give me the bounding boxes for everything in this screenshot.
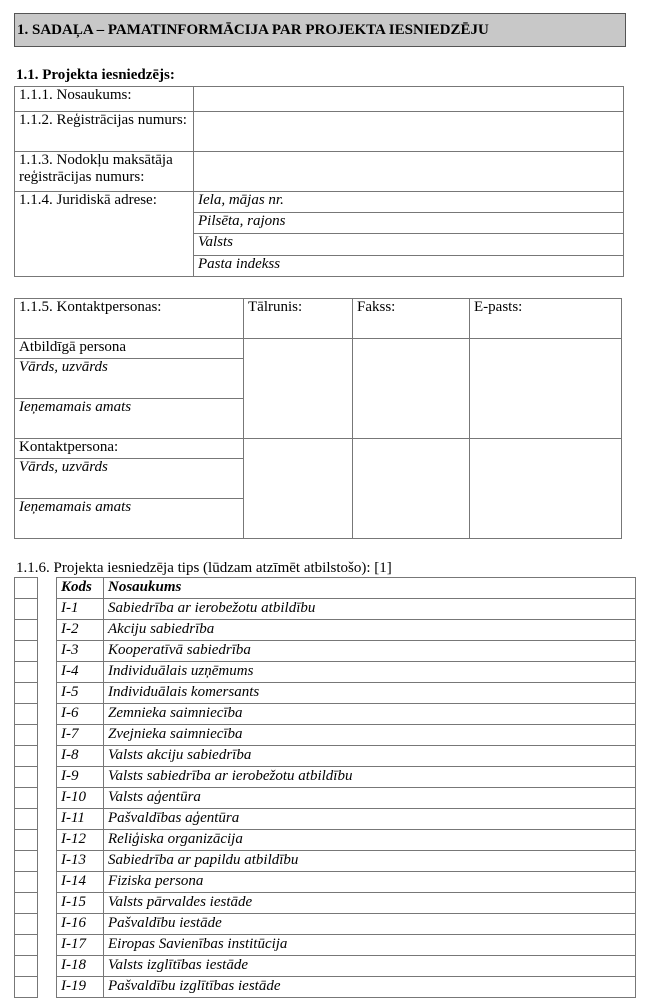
gap-cell [38,578,57,599]
type-name: Valsts pārvaldes iestāde [104,893,636,914]
fax-header: Fakss: [353,299,470,339]
gap-cell [38,830,57,851]
type-name: Pašvaldības aģentūra [104,809,636,830]
address-label: 1.1.4. Juridiskā adrese: [15,192,194,277]
type-checkbox[interactable] [15,725,38,746]
address-street-field[interactable]: Iela, mājas nr. [194,192,624,213]
type-code: I-4 [57,662,104,683]
type-checkbox[interactable] [15,935,38,956]
address-country-field[interactable]: Valsts [194,234,624,256]
type-name: Individuālais komersants [104,683,636,704]
type-checkbox[interactable] [15,641,38,662]
gap-cell [38,809,57,830]
responsible-name-field[interactable]: Vārds, uzvārds [15,359,244,399]
type-checkbox[interactable] [15,704,38,725]
email-header: E-pasts: [470,299,622,339]
contact-person-label: Kontaktpersona: [15,439,244,459]
type-row [15,851,636,872]
type-checkbox[interactable] [15,830,38,851]
gap-cell [38,767,57,788]
type-row [15,935,636,956]
gap-cell [38,872,57,893]
gap-cell [38,851,57,872]
type-checkbox[interactable] [15,914,38,935]
gap-cell [38,662,57,683]
gap-cell [38,956,57,977]
contact-name-field[interactable]: Vārds, uzvārds [15,459,244,499]
type-code: I-7 [57,725,104,746]
type-checkbox[interactable] [15,746,38,767]
section-title: 1. SADAĻA – PAMATINFORMĀCIJA PAR PROJEKTA IESNIEDZĒJU [14,13,626,47]
applicant-type-table [14,577,636,998]
type-checkbox[interactable] [15,872,38,893]
gap-cell [38,725,57,746]
reg-number-field[interactable] [194,112,624,152]
header-checkbox-cell [15,578,38,599]
type-row [15,809,636,830]
type-row [15,872,636,893]
type-row [15,914,636,935]
reg-number-label: 1.1.2. Reģistrācijas numurs: [15,112,194,152]
applicant-type-label: 1.1.6. Projekta iesniedzēja tips (lūdzam atzīmēt atbilstošo): [1] [16,560,392,576]
type-code: I-13 [57,851,104,872]
responsible-position-field[interactable]: Ieņemamais amats [15,399,244,439]
contacts-table [14,298,622,539]
applicant-table [14,86,624,277]
name-header: Nosaukums [104,578,636,599]
type-code: I-3 [57,641,104,662]
type-row [15,830,636,851]
type-checkbox[interactable] [15,977,38,998]
gap-cell [38,788,57,809]
type-row [15,788,636,809]
tax-number-field[interactable] [194,152,624,192]
type-checkbox[interactable] [15,599,38,620]
type-code: I-16 [57,914,104,935]
type-name: Kooperatīvā sabiedrība [104,641,636,662]
tax-number-label: 1.1.3. Nodokļu maksātāja reģistrācijas numurs: [15,152,194,192]
responsible-phone-field[interactable] [244,339,353,439]
type-row [15,725,636,746]
type-checkbox[interactable] [15,851,38,872]
type-name: Eiropas Savienības institūcija [104,935,636,956]
type-row [15,704,636,725]
type-checkbox[interactable] [15,788,38,809]
type-code: I-12 [57,830,104,851]
type-row [15,767,636,788]
type-row [15,746,636,767]
type-name: Zemnieka saimniecība [104,704,636,725]
type-name: Individuālais uzņēmums [104,662,636,683]
type-name: Valsts izglītības iestāde [104,956,636,977]
type-code: I-5 [57,683,104,704]
type-name: Sabiedrība ar papildu atbildību [104,851,636,872]
responsible-fax-field[interactable] [353,339,470,439]
type-name: Akciju sabiedrība [104,620,636,641]
type-row [15,683,636,704]
type-code: I-2 [57,620,104,641]
gap-cell [38,704,57,725]
type-name: Valsts akciju sabiedrība [104,746,636,767]
type-checkbox[interactable] [15,956,38,977]
type-row [15,956,636,977]
type-code: I-1 [57,599,104,620]
responsible-person-label: Atbildīgā persona [15,339,244,359]
type-code: I-10 [57,788,104,809]
gap-cell [38,620,57,641]
type-row [15,599,636,620]
contact-fax-field[interactable] [353,439,470,539]
type-name: Valsts aģentūra [104,788,636,809]
code-header: Kods [57,578,104,599]
type-code: I-18 [57,956,104,977]
contact-email-field[interactable] [470,439,622,539]
type-checkbox[interactable] [15,893,38,914]
applicant-subtitle: 1.1. Projekta iesniedzējs: [16,67,175,83]
type-name: Zvejnieka saimniecība [104,725,636,746]
type-name: Sabiedrība ar ierobežotu atbildību [104,599,636,620]
contact-position-field[interactable]: Ieņemamais amats [15,499,244,539]
type-row [15,620,636,641]
type-code: I-19 [57,977,104,998]
type-code: I-17 [57,935,104,956]
gap-cell [38,914,57,935]
type-name: Pašvaldību iestāde [104,914,636,935]
type-name: Reliģiska organizācija [104,830,636,851]
address-postcode-field[interactable]: Pasta indekss [194,256,624,277]
type-checkbox[interactable] [15,683,38,704]
type-code: I-8 [57,746,104,767]
phone-header: Tālrunis: [244,299,353,339]
type-name: Valsts sabiedrība ar ierobežotu atbildību [104,767,636,788]
gap-cell [38,746,57,767]
type-row [15,977,636,998]
type-code: I-11 [57,809,104,830]
name-field[interactable] [194,87,624,112]
type-checkbox[interactable] [15,620,38,641]
gap-cell [38,683,57,704]
gap-cell [38,641,57,662]
type-name: Pašvaldību izglītības iestāde [104,977,636,998]
type-code: I-9 [57,767,104,788]
gap-cell [38,893,57,914]
type-checkbox[interactable] [15,767,38,788]
type-checkbox[interactable] [15,809,38,830]
gap-cell [38,599,57,620]
name-label: 1.1.1. Nosaukums: [15,87,194,112]
type-row [15,893,636,914]
type-code: I-6 [57,704,104,725]
type-row [15,662,636,683]
contact-phone-field[interactable] [244,439,353,539]
type-code: I-14 [57,872,104,893]
address-city-field[interactable]: Pilsēta, rajons [194,213,624,234]
gap-cell [38,977,57,998]
gap-cell [38,935,57,956]
type-name: Fiziska persona [104,872,636,893]
contacts-header: 1.1.5. Kontaktpersonas: [15,299,244,339]
responsible-email-field[interactable] [470,339,622,439]
type-checkbox[interactable] [15,662,38,683]
type-row [15,641,636,662]
type-code: I-15 [57,893,104,914]
